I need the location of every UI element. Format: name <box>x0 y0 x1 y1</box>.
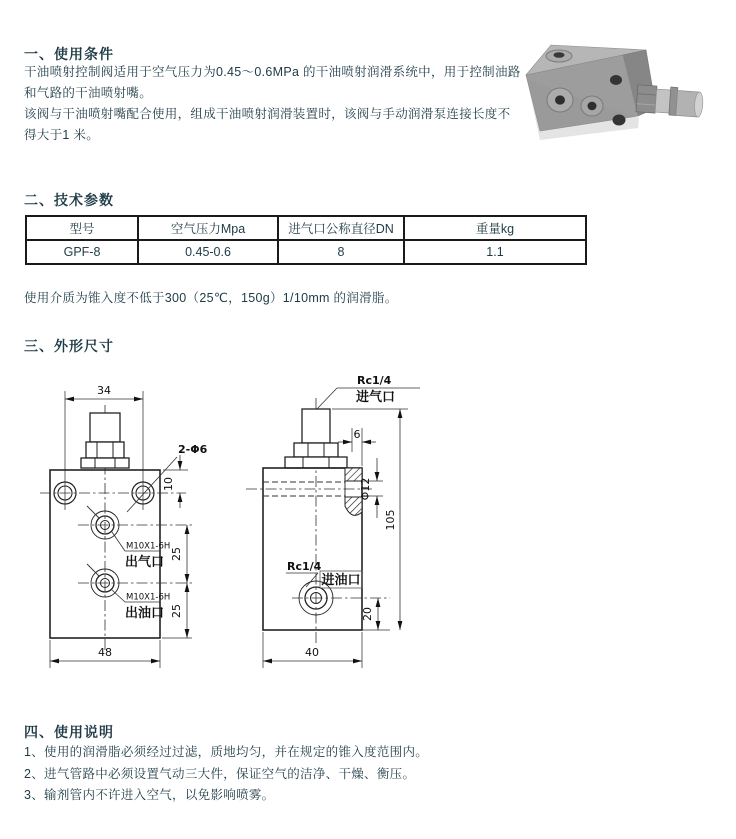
photo-corner-hole-1 <box>610 75 622 85</box>
air-inlet-thread-label: Rc1/4 <box>357 374 392 387</box>
cell-model: GPF-8 <box>26 240 138 264</box>
dim-wall: 6 <box>353 428 361 441</box>
air-inlet-label: 进气口 <box>356 390 396 405</box>
usage-conditions-paragraph-2: 该阀与干油喷射嘴配合使用，组成干油喷射润滑装置时，该阀与手动润滑泵连接长度不得大于1 米。 <box>24 107 511 142</box>
oil-outlet-label: 出油口 <box>125 606 165 621</box>
dim-hole-offset: 10 <box>162 477 175 491</box>
dim-port-height: 20 <box>361 607 374 621</box>
table-header-row <box>26 216 586 240</box>
inlet-pipe <box>302 409 330 443</box>
col-header-inlet-diameter: 进气口公称直径DN <box>278 216 404 240</box>
instruction-item-3: 3、输剂管内不许进入空气，以免影响喷雾。 <box>24 788 275 802</box>
oil-outlet-thread-label: M10X1-6H <box>126 592 171 603</box>
col-header-weight: 重量kg <box>404 216 586 240</box>
dimension-drawings <box>0 355 470 685</box>
dim-top-width: 34 <box>97 384 111 397</box>
section-title-usage-conditions: 一、使用条件 <box>24 46 114 62</box>
hex-nut <box>81 458 129 468</box>
air-outlet-thread-label: M10X1-6H <box>126 541 171 552</box>
photo-nozzle <box>636 85 704 118</box>
photo-corner-hole-2 <box>613 115 626 126</box>
valve-body-side <box>263 468 362 630</box>
instruction-item-1: 1、使用的润滑脂必须经过过滤，质地均匀，并在规定的锥入度范围内。 <box>24 745 429 759</box>
cell-inlet-diameter: 8 <box>278 240 404 264</box>
dim-port-gap-2: 25 <box>170 604 183 618</box>
photo-top-hole <box>554 52 565 58</box>
col-header-air-pressure: 空气压力Mpa <box>138 216 278 240</box>
adjust-cap <box>90 413 120 442</box>
front-view-drawing <box>40 384 208 668</box>
photo-front-hole-2 <box>588 102 597 110</box>
col-header-model: 型号 <box>26 216 138 240</box>
usage-conditions-paragraph-1: 干油喷射控制阀适用于空气压力为0.45～0.6MPa 的干油喷射润滑系统中，用于控制油路和气路的干油喷射嘴。 <box>24 65 521 100</box>
section-title-tech-params: 二、技术参数 <box>24 192 114 208</box>
section-title-dimensions: 三、外形尺寸 <box>24 338 114 354</box>
dim-bottom-width: 48 <box>98 646 112 659</box>
photo-front-hole-1 <box>555 95 565 104</box>
mount-holes-label: 2-Φ6 <box>178 443 208 456</box>
dim-bore: Φ12 <box>359 477 372 501</box>
oil-inlet-thread-label: Rc1/4 <box>287 560 322 573</box>
side-view-drawing <box>246 374 420 668</box>
air-outlet-label: 出气口 <box>125 555 165 570</box>
instruction-item-2: 2、进气管路中必须设置气动三大件，保证空气的洁净、干燥、衡压。 <box>24 766 416 781</box>
product-photo <box>513 28 713 160</box>
tech-params-table <box>25 215 587 265</box>
dim-port-gap-1: 25 <box>170 547 183 561</box>
cell-weight: 1.1 <box>404 240 586 264</box>
table-data-row <box>26 240 586 264</box>
dim-height: 105 <box>384 509 397 531</box>
grease-note: 使用介质为锥入度不低于300（25℃，150g）1/10mm 的润滑脂。 <box>24 291 398 305</box>
cell-air-pressure: 0.45-0.6 <box>138 240 278 264</box>
dim-width: 40 <box>305 646 319 659</box>
instructions-list <box>24 742 544 807</box>
section-title-instructions: 四、使用说明 <box>24 724 114 740</box>
oil-inlet-label: 进油口 <box>321 573 361 588</box>
